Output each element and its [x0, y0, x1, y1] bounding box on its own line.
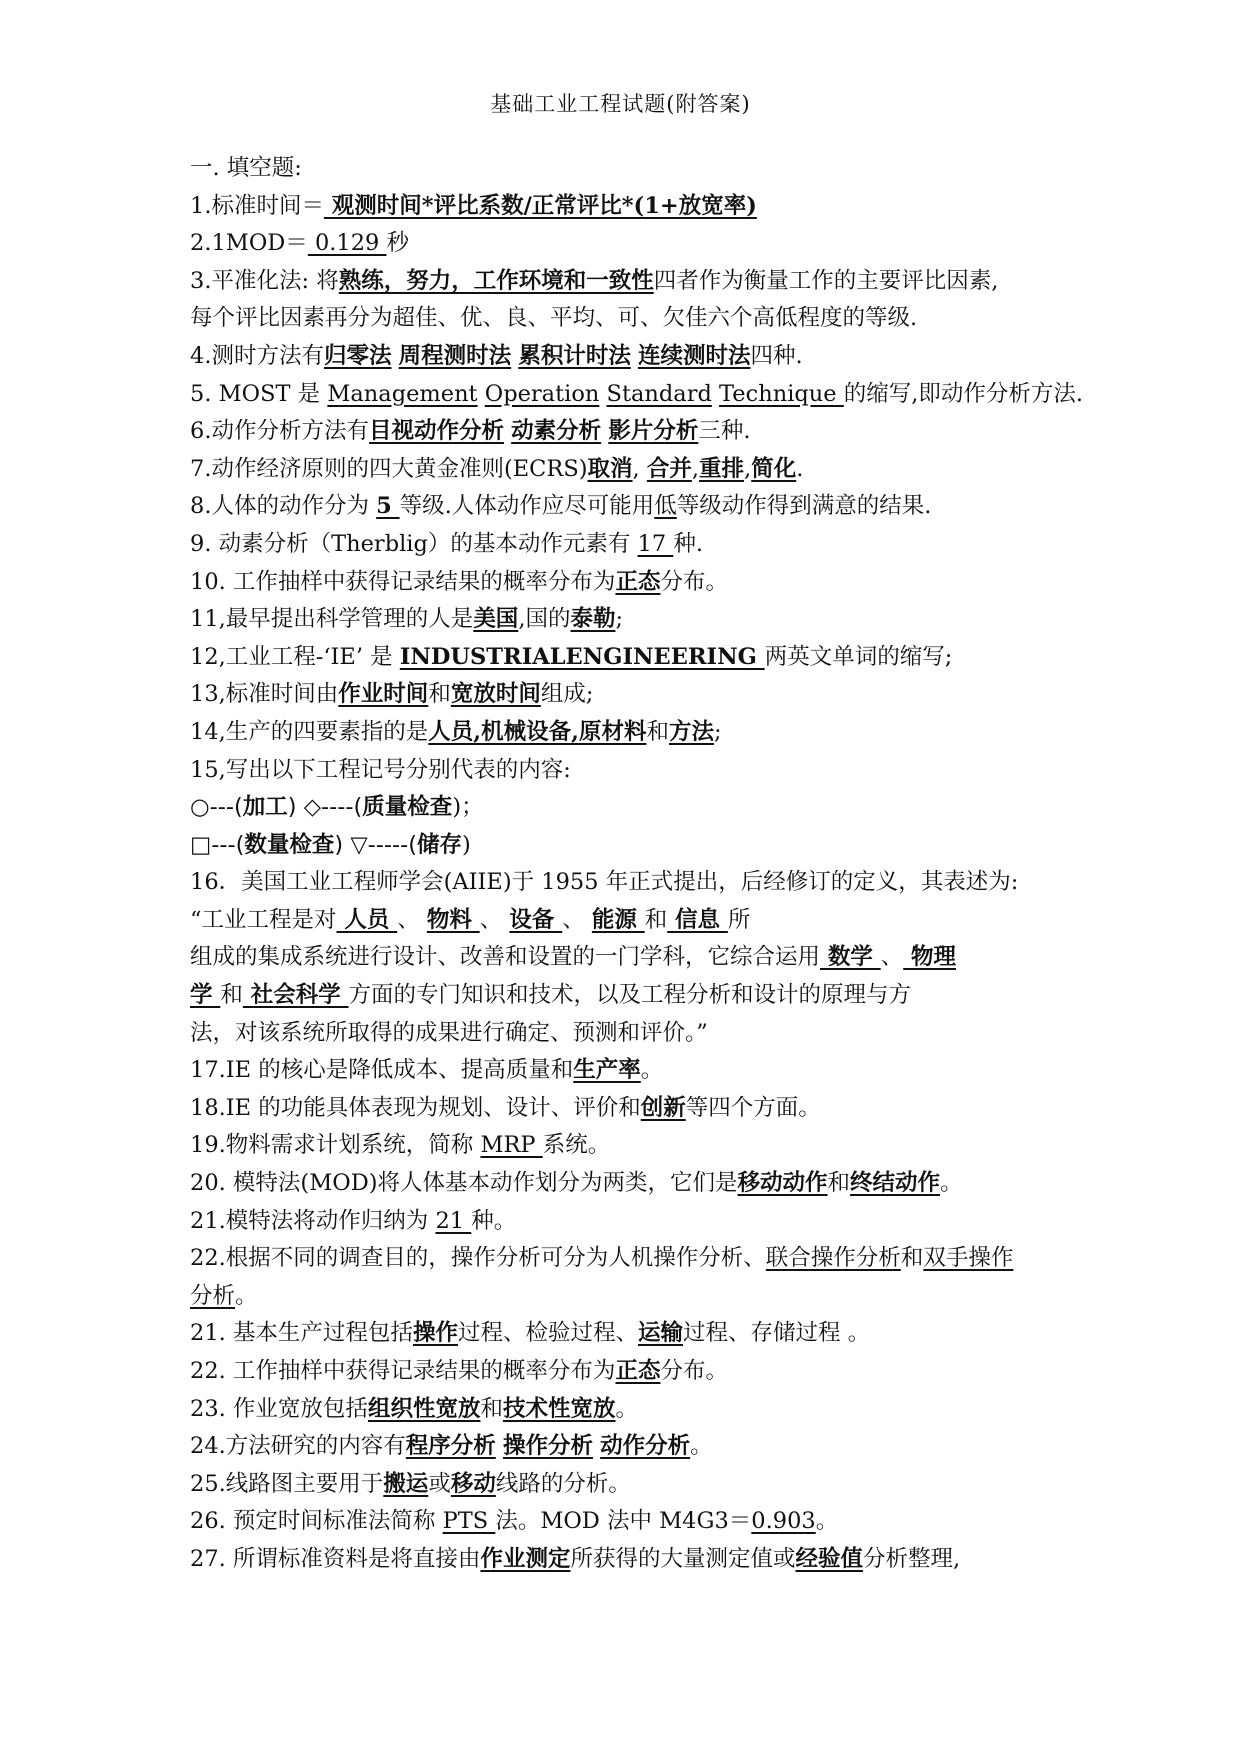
text-line — [190, 1278, 1070, 1316]
text-line — [190, 752, 1070, 790]
underlined-text: PTS — [442, 1508, 496, 1535]
underlined-text: Management — [327, 380, 478, 407]
line-text: 分布。 — [660, 1358, 728, 1384]
line-text: 1.标准时间＝ — [190, 192, 324, 219]
line-text: ) ◇----( — [287, 794, 363, 821]
answer-text: 目视动作分析 — [368, 418, 504, 445]
line-text: 方面的专门知识和技术，以及工程分析和设计的原理与方 — [348, 982, 912, 1009]
line-text: 17.IE 的核心是降低成本、提高质量和 — [190, 1057, 574, 1084]
line-text — [478, 381, 485, 407]
underlined-text: 17 — [637, 530, 674, 557]
answer-text: 加工 — [242, 794, 288, 821]
answer-text: 简化 — [751, 455, 797, 482]
text-line — [190, 338, 1070, 376]
underlined-text: Operation — [484, 380, 600, 407]
line-text: 。 — [940, 1170, 963, 1197]
underlined-text: 21 — [435, 1207, 472, 1234]
answer-text: 终结动作 — [850, 1170, 941, 1197]
text-line — [190, 1391, 1070, 1429]
text-line — [190, 789, 1070, 827]
answer-text: 储存 — [417, 831, 463, 858]
text-line — [190, 1503, 1070, 1541]
line-text: □---( — [190, 831, 245, 858]
line-text: 、 — [397, 906, 427, 933]
answer-text: 观测时间*评比系数/正常评比*(1+放宽率) — [323, 192, 757, 219]
line-text: 一. 填空题: — [190, 155, 302, 181]
line-text: ○---( — [190, 794, 243, 821]
answer-text: 人员 — [336, 906, 398, 933]
answer-text: 移动 — [450, 1470, 496, 1497]
line-text: 21.模特法将动作归纳为 — [190, 1207, 436, 1234]
line-text: )； — [452, 794, 484, 821]
line-text: 11,最早提出科学管理的人是 — [190, 606, 474, 633]
line-text — [599, 381, 606, 407]
line-text: . — [796, 455, 804, 482]
answer-text: 数量检查 — [244, 831, 335, 858]
answer-text: 作业时间 — [338, 681, 429, 708]
line-text: 两英文单词的缩写; — [764, 643, 953, 670]
line-text: 和 — [646, 718, 669, 745]
answer-text: 物理 — [903, 944, 957, 971]
answer-text: 合并 — [646, 455, 692, 482]
line-text: 。 — [615, 1395, 638, 1422]
line-text: 三种. — [698, 418, 751, 445]
answer-text: 经验值 — [795, 1545, 863, 1572]
text-line — [190, 1466, 1070, 1504]
text-line — [190, 1428, 1070, 1466]
text-line — [190, 676, 1070, 714]
answer-text: 质量检查 — [362, 794, 453, 821]
line-text: 、 — [562, 906, 592, 933]
answer-text: 生产率 — [573, 1057, 641, 1084]
line-text: 、 — [479, 906, 510, 933]
line-text: 6.动作分析方法有 — [190, 418, 369, 445]
text-line — [190, 714, 1070, 752]
text-line — [190, 827, 1070, 865]
line-text: 种。 — [471, 1207, 517, 1234]
text-line — [190, 263, 1070, 301]
text-line — [190, 1127, 1070, 1165]
line-text: 过程、存储过程 。 — [682, 1320, 871, 1347]
line-text: 。 — [235, 1282, 258, 1309]
line-text: ; — [714, 718, 722, 745]
line-text: 12,工业工程-‘IE’ 是 — [190, 643, 400, 670]
text-line — [190, 977, 1070, 1015]
line-text: 。 — [690, 1433, 713, 1460]
answer-text: 动素分析 — [511, 418, 602, 445]
text-line — [190, 601, 1070, 639]
text-line — [190, 564, 1070, 602]
answer-text: 物料 — [426, 906, 480, 933]
line-text — [712, 381, 719, 407]
line-text: 27. 所谓标准资料是将直接由 — [190, 1545, 481, 1572]
text-line — [190, 225, 1070, 263]
underlined-text: 联合操作分析 — [765, 1245, 901, 1272]
line-text — [496, 1433, 503, 1459]
text-line — [190, 1090, 1070, 1128]
text-line — [190, 1052, 1070, 1090]
answer-text: 影片分析 — [608, 418, 699, 445]
line-text: , — [744, 455, 752, 482]
line-text: 所 — [727, 906, 751, 933]
underlined-text: MRP — [480, 1132, 543, 1159]
line-text: 15,写出以下工程记号分别代表的内容: — [190, 756, 571, 783]
answer-text: 周程测时法 — [398, 342, 512, 369]
answer-text: 宽放时间 — [450, 681, 541, 708]
text-line — [190, 1541, 1070, 1579]
answer-text: 技术性宽放 — [502, 1395, 616, 1422]
answer-text: 动作分析 — [600, 1433, 691, 1460]
line-text: 线路的分析。 — [495, 1470, 631, 1497]
answer-text: 正态 — [615, 1358, 661, 1384]
line-text: 分布。 — [660, 568, 728, 595]
line-text: 26. 预定时间标准法简称 — [190, 1508, 443, 1535]
underlined-text: Technique — [719, 380, 844, 407]
answer-text: 设备 — [509, 906, 563, 933]
answer-text: 取消 — [587, 455, 633, 482]
line-text: 过程、检验过程、 — [457, 1320, 638, 1347]
answer-text: 累积计时法 — [518, 342, 631, 369]
line-text: 或 — [428, 1470, 451, 1497]
line-text: 和 — [827, 1170, 851, 1197]
answer-text: 能源 — [591, 906, 645, 933]
line-text — [391, 343, 398, 369]
answer-text: 重排 — [699, 455, 745, 482]
text-line — [190, 1015, 1070, 1053]
line-text: “工业工程是对 — [190, 906, 337, 933]
line-text: 24.方法研究的内容有 — [190, 1433, 406, 1460]
answer-text: 归零法 — [323, 342, 392, 369]
answer-text: 移动动作 — [737, 1170, 828, 1197]
line-text: 13,标准时间由 — [190, 681, 339, 708]
underlined-text: 低 — [654, 493, 677, 520]
line-text: 18.IE 的功能具体表现为规划、设计、评价和 — [190, 1094, 641, 1121]
answer-text: 方法 — [668, 718, 714, 745]
text-line — [190, 1203, 1070, 1241]
answer-text: 组织性宽放 — [367, 1395, 481, 1422]
line-text: 10. 工作抽样中获得记录结果的概率分布为 — [190, 568, 616, 595]
line-text: 。 — [640, 1057, 664, 1084]
line-text: 和 — [644, 906, 668, 933]
line-text: 种. — [673, 530, 703, 557]
line-text: 和 — [900, 1245, 924, 1272]
line-text: , — [632, 455, 647, 482]
line-text: 秒 — [386, 230, 410, 257]
line-text: 、 — [880, 944, 904, 971]
text-line — [190, 451, 1070, 489]
line-text: 等级.人体动作应尽可能用 — [399, 493, 655, 520]
answer-text: 泰勒 — [570, 606, 616, 633]
text-line — [190, 300, 1070, 338]
answer-text: 熟练，努力，工作环境和一致性 — [338, 267, 654, 294]
line-text: 。 — [815, 1508, 839, 1535]
line-text: 8.人体的动作分为 — [190, 493, 377, 520]
underlined-text: Standard — [606, 380, 712, 407]
text-line — [190, 1315, 1070, 1353]
answer-text: 搬运 — [383, 1470, 429, 1497]
line-text: 等四个方面。 — [685, 1094, 821, 1121]
underlined-text: 双手操作 — [923, 1245, 1014, 1272]
line-text: 所获得的大量测定值或 — [570, 1545, 796, 1572]
line-text: 14,生产的四要素指的是 — [190, 718, 429, 745]
document-title: 基础工业工程试题(附答案) — [490, 92, 751, 116]
answer-text: 信息 — [667, 906, 728, 933]
line-text: 23. 作业宽放包括 — [190, 1395, 368, 1422]
line-text: 19.物料需求计划系统，简称 — [190, 1132, 481, 1159]
text-line — [190, 376, 1084, 414]
answer-text: 操作分析 — [502, 1433, 593, 1460]
text-line — [190, 188, 1070, 226]
text-line — [190, 639, 1070, 677]
line-text: 法，对该系统所取得的成果进行确定、预测和评价。” — [190, 1019, 708, 1046]
line-text: 法。MOD 法中 M4G3＝ — [495, 1508, 752, 1535]
answer-text: 社会科学 — [242, 982, 349, 1009]
line-text — [631, 343, 638, 369]
underlined-text: 0.903 — [751, 1508, 816, 1535]
answer-text: INDUSTRIALENGINEERING — [399, 643, 765, 670]
answer-text: 创新 — [640, 1094, 686, 1121]
line-text: 4.测时方法有 — [190, 342, 324, 369]
answer-text: 人员,机械设备,原材料 — [428, 718, 647, 745]
line-text: 的缩写,即动作分析方法. — [843, 380, 1084, 407]
line-text: 和 — [220, 982, 243, 1009]
text-line — [190, 1240, 1070, 1278]
text-line — [190, 939, 1070, 977]
answer-text: 美国 — [473, 606, 519, 633]
line-text: 5. MOST 是 — [190, 380, 328, 407]
underlined-text: 分析 — [190, 1282, 236, 1309]
underlined-text: 0.129 — [307, 230, 387, 257]
answer-text: 作业测定 — [480, 1545, 571, 1572]
line-text: 分析整理, — [862, 1545, 961, 1572]
answer-text: 5 — [376, 493, 400, 520]
answer-text: 运输 — [637, 1320, 683, 1347]
line-text: 组成的集成系统进行设计、改善和设置的一门学科，它综合运用 — [190, 944, 821, 971]
line-text: 每个评比因素再分为超佳、优、良、平均、可、欠佳六个高低程度的等级. — [190, 305, 918, 332]
line-text: 3.平准化法: 将 — [190, 267, 339, 294]
text-line — [190, 864, 1070, 902]
line-text: 22. 工作抽样中获得记录结果的概率分布为 — [190, 1358, 616, 1384]
text-line — [190, 1165, 1070, 1203]
answer-text: 数学 — [820, 944, 881, 971]
line-text: 四者作为衡量工作的主要评比因素, — [653, 267, 999, 294]
line-text: 16．美国工业工程师学会(AIIE)于 1955 年正式提出，后经修订的定义，其表述为: — [190, 869, 1019, 896]
line-text: 22.根据不同的调查目的，操作分析可分为人机操作分析、 — [190, 1245, 766, 1272]
line-text: 四种. — [750, 342, 803, 369]
line-text: ) — [462, 831, 471, 858]
text-line — [190, 1353, 1070, 1391]
line-text: , — [691, 455, 700, 482]
line-text: ; — [615, 606, 624, 633]
line-text: ,国的 — [518, 606, 571, 633]
text-line — [190, 902, 1070, 940]
line-text: 21. 基本生产过程包括 — [190, 1320, 413, 1347]
question-list — [190, 150, 1084, 1579]
line-text: 2.1MOD＝ — [190, 230, 308, 257]
text-line — [190, 150, 1070, 188]
answer-text: 连续测时法 — [637, 342, 751, 369]
text-line — [190, 488, 1070, 526]
line-text: 系统。 — [542, 1132, 611, 1159]
line-text: 25.线路图主要用于 — [190, 1470, 384, 1497]
line-text: 和 — [428, 681, 451, 708]
text-line — [190, 526, 1070, 564]
answer-text: 学 — [190, 982, 221, 1009]
line-text: 和 — [480, 1395, 503, 1422]
answer-text: 操作 — [412, 1320, 458, 1347]
line-text: ) ▽-----( — [334, 831, 418, 858]
line-text: 等级动作得到满意的结果. — [676, 493, 932, 520]
answer-text: 程序分析 — [405, 1433, 496, 1460]
text-line — [190, 413, 1070, 451]
line-text: 20. 模特法(MOD)将人体基本动作划分为两类，它们是 — [190, 1170, 738, 1197]
line-text: 组成; — [540, 681, 594, 708]
line-text: 9. 动素分析（Therblig）的基本动作元素有 — [190, 530, 638, 557]
answer-text: 正态 — [615, 568, 661, 595]
line-text: 7.动作经济原则的四大黄金准则(ECRS) — [190, 455, 588, 482]
